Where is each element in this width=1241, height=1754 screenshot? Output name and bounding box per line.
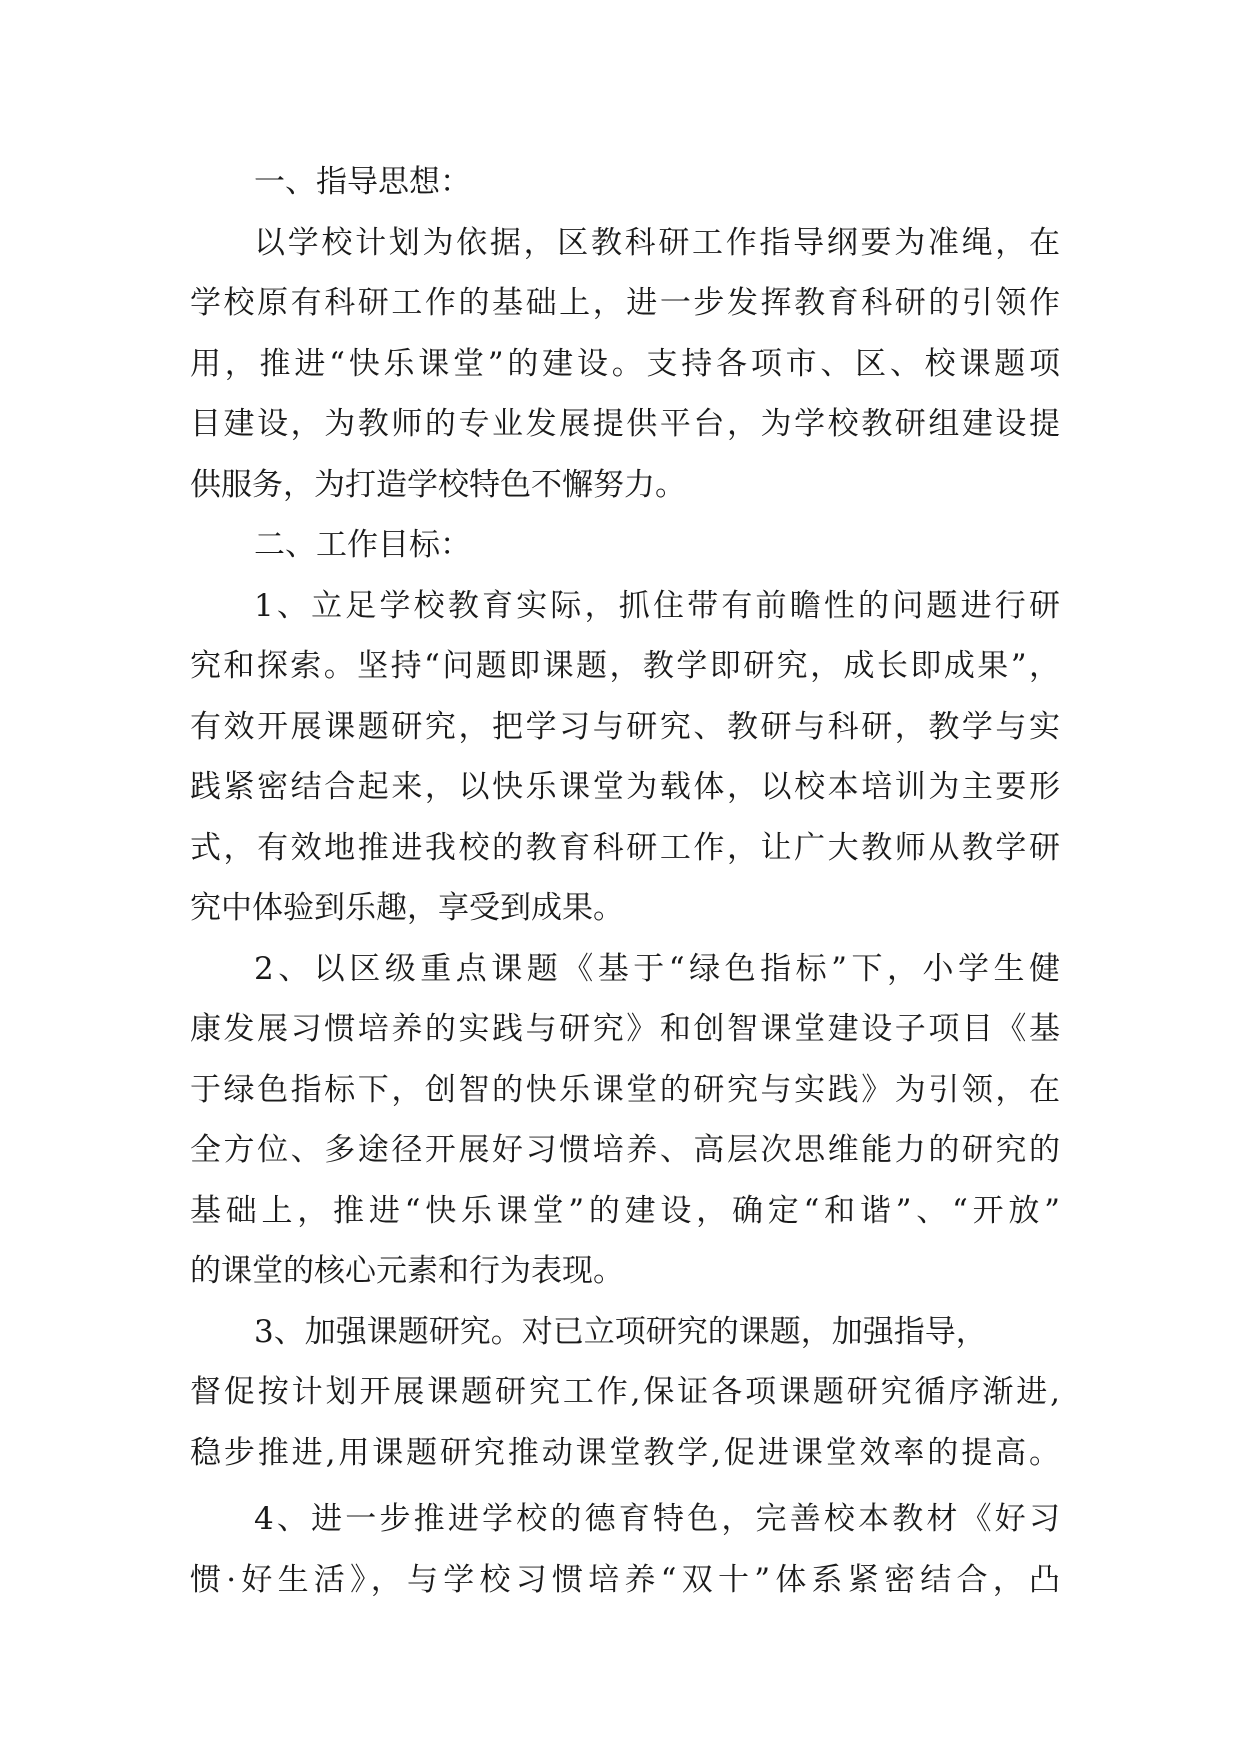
paragraph-line: 督促按计划开展课题研究工作,保证各项课题研究循序渐进, (190, 1374, 1060, 1410)
paragraph-line: 惯·好生活》，与学校习惯培养“双十”体系紧密结合，凸 (190, 1561, 1060, 1598)
paragraph-line: 供服务，为打造学校特色不懈努力。 (190, 466, 686, 503)
paragraph-line: 究和探索。坚持“问题即课题，教学即研究，成长即成果”， (190, 648, 1060, 684)
paragraph-line: 4、进一步推进学校的德育特色，完善校本教材《好习 (254, 1501, 1060, 1537)
section-heading-work-goals: 二、工作目标： (254, 527, 471, 563)
paragraph-line: 有效开展课题研究，把学习与研究、教研与科研，教学与实 (190, 708, 1060, 745)
paragraph-line: 式，有效地推进我校的教育科研工作，让广大教师从教学研 (190, 829, 1060, 866)
paragraph-line: 基础上，推进“快乐课堂”的建设，确定“和谐”、“开放” (190, 1192, 1060, 1229)
paragraph-line: 3、加强课题研究。对已立项研究的课题，加强指导， (254, 1313, 987, 1350)
paragraph-line: 1、立足学校教育实际，抓住带有前瞻性的问题进行研 (254, 587, 1060, 624)
paragraph-line: 用，推进“快乐课堂”的建设。支持各项市、区、校课题项 (190, 345, 1060, 382)
section-heading-guiding-ideology: 一、指导思想： (254, 164, 471, 200)
paragraph-line: 学校原有科研工作的基础上，进一步发挥教育科研的引领作 (190, 285, 1060, 321)
document-body (190, 162, 1060, 1620)
paragraph-line: 2、以区级重点课题《基于“绿色指标”下，小学生健 (254, 950, 1060, 987)
paragraph-line: 践紧密结合起来，以快乐课堂为载体，以校本培训为主要形 (190, 769, 1060, 805)
paragraph-line: 稳步推进,用课题研究推动课堂教学,促进课堂效率的提高。 (190, 1434, 1060, 1471)
paragraph-line: 于绿色指标下，创智的快乐课堂的研究与实践》为引领，在 (190, 1071, 1060, 1108)
paragraph-line: 全方位、多途径开展好习惯培养、高层次思维能力的研究的 (190, 1132, 1060, 1168)
paragraph-line: 目建设，为教师的专业发展提供平台，为学校教研组建设提 (190, 406, 1060, 442)
paragraph-line: 以学校计划为依据，区教科研工作指导纲要为准绳，在 (254, 224, 1060, 261)
paragraph-line: 究中体验到乐趣，享受到成果。 (190, 890, 624, 926)
paragraph-line: 康发展习惯培养的实践与研究》和创智课堂建设子项目《基 (190, 1011, 1060, 1047)
paragraph-line: 的课堂的核心元素和行为表现。 (190, 1253, 624, 1289)
